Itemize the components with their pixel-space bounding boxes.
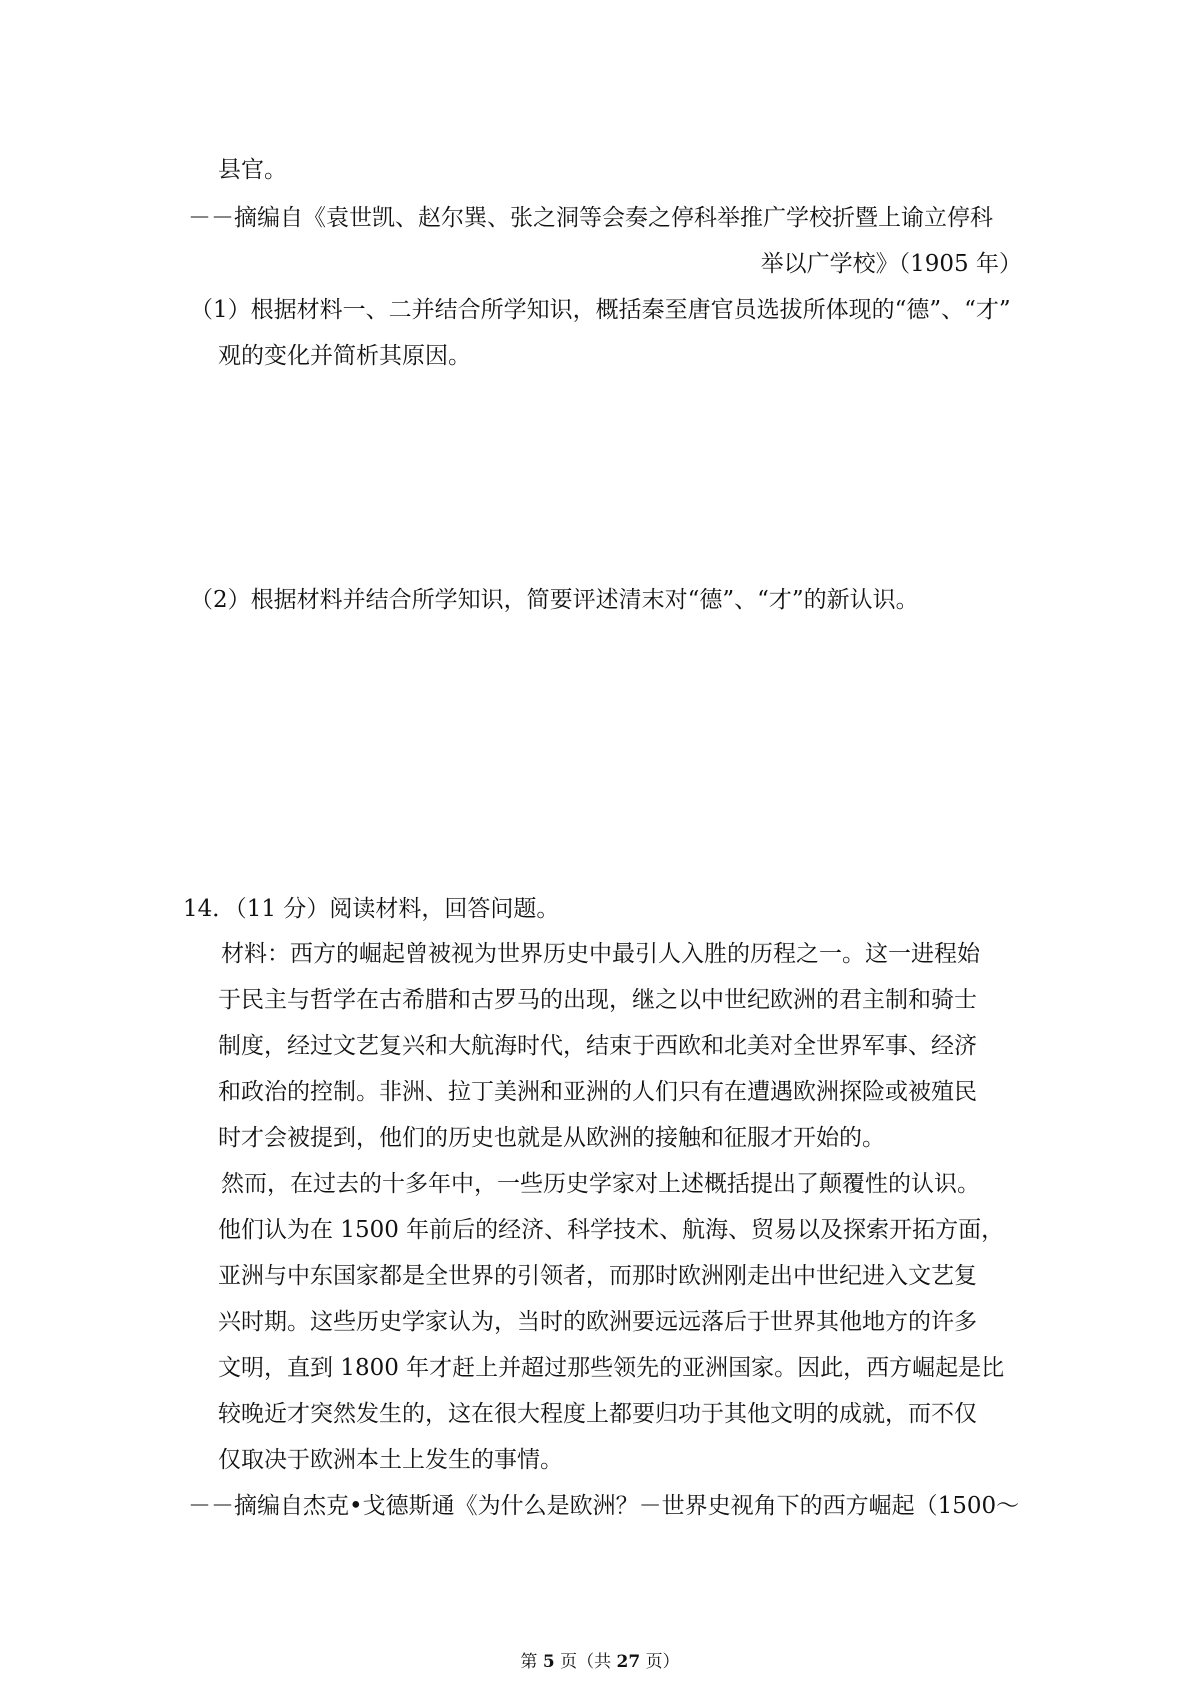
paragraph-line: 文明，直到 1800 年才赶上并超过那些领先的亚洲国家。因此，西方崛起是比	[218, 1355, 1005, 1381]
paragraph-line: 然而，在过去的十多年中，一些历史学家对上述概括提出了颠覆性的认识。	[221, 1171, 980, 1197]
question-2-text: （2）根据材料并结合所学知识，简要评述清末对“德”、“才”的新认识。	[190, 587, 919, 613]
paragraph-line: 时才会被提到，他们的历史也就是从欧洲的接触和征服才开始的。	[218, 1125, 885, 1151]
question-14-heading: 14．（11 分）阅读材料，回答问题。	[183, 896, 560, 922]
paragraph-line: 制度，经过文艺复兴和大航海时代，结束于西欧和北美对全世界军事、经济	[218, 1033, 977, 1059]
total-pages: 27	[616, 1652, 641, 1672]
paragraph-line: 于民主与哲学在古希腊和古罗马的出现，继之以中世纪欧洲的君主制和骑士	[218, 987, 977, 1013]
page-footer	[0, 1650, 1200, 1674]
question-1-text-continued: 观的变化并简析其原因。	[218, 343, 471, 369]
page-number: 5	[542, 1652, 555, 1672]
paragraph-line: 兴时期。这些历史学家认为，当时的欧洲要远远落后于世界其他地方的许多	[218, 1309, 977, 1335]
source-citation: －－摘编自《袁世凯、赵尔巽、张之洞等会奏之停科举推广学校折暨上谕立停科	[188, 205, 993, 231]
footer-suffix: 页）	[645, 1652, 680, 1672]
paragraph-line: 亚洲与中东国家都是全世界的引领者，而那时欧洲刚走出中世纪进入文艺复	[218, 1263, 977, 1289]
paragraph-line: 他们认为在 1500 年前后的经济、科学技术、航海、贸易以及探索开拓方面，	[218, 1217, 1005, 1243]
material-source-citation: －－摘编自杰克•戈德斯通《为什么是欧洲？－世界史视角下的西方崛起（1500～	[188, 1493, 1020, 1519]
question-1-text: （1）根据材料一、二并结合所学知识，概括秦至唐官员选拔所体现的“德”、“才”	[190, 297, 1011, 323]
carryover-text: 县官。	[218, 157, 287, 183]
paragraph-line: 材料：西方的崛起曾被视为世界历史中最引人入胜的历程之一。这一进程始	[221, 941, 980, 967]
footer-prefix: 第	[520, 1652, 538, 1672]
footer-middle: 页（共	[560, 1652, 612, 1672]
source-citation-continued: 举以广学校》（1905 年）	[760, 251, 1022, 277]
paragraph-line: 较晚近才突然发生的，这在很大程度上都要归功于其他文明的成就，而不仅	[218, 1401, 977, 1427]
paragraph-line: 仅取决于欧洲本土上发生的事情。	[218, 1447, 563, 1473]
paragraph-line: 和政治的控制。非洲、拉丁美洲和亚洲的人们只有在遭遇欧洲探险或被殖民	[218, 1079, 977, 1105]
